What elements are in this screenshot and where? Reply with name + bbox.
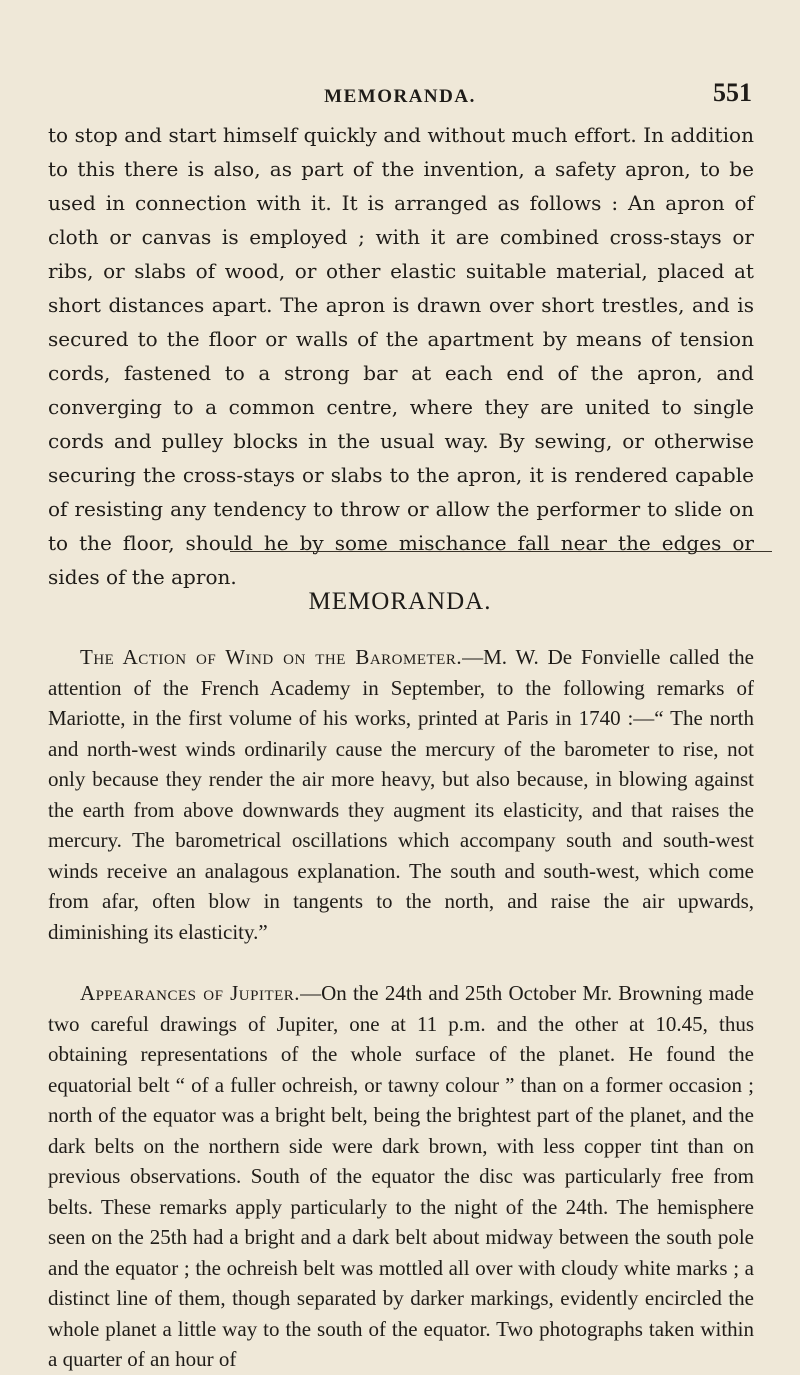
memorandum-wind-barometer (48, 642, 754, 947)
memorandum-title: Appearances of Jupiter. (80, 981, 301, 1005)
section-divider (230, 551, 772, 552)
continued-paragraph: to stop and start himself quickly and without much effort. In addition to this there is also, as part of the invention, a safety apron, to be used in connection with it. It is arranged as follows : An apron of cloth or canvas is employed ; with it are combined cross-stays or ribs, or slabs of wood, or other elastic suitable material, placed at short distances apart. The apron is drawn over short trestles, and is secured to the floor or walls of the apartment by means of tension cords, fastened to a strong bar at each end of the apron, and converging to a common centre, where they are united to single cords and pulley blocks in the usual way. By sewing, or otherwise securing the cross-stays or slabs to the apron, it is rendered capable of resisting any tendency to throw or allow the performer to slide on to the floor, should he by some mischance fall near the edges or sides of the apron. (48, 123, 754, 589)
memorandum-title: The Action of Wind on the Barometer. (80, 645, 463, 669)
section-heading: MEMORANDA. (308, 588, 492, 615)
running-title: MEMORANDA. (324, 86, 476, 107)
memorandum-jupiter (48, 978, 754, 1375)
running-head (0, 78, 800, 116)
page-number: 551 (713, 78, 752, 107)
memorandum-text: —On the 24th and 25th October Mr. Browning made two careful drawings of Jupiter, one at 11 p.m. and the other at 10.45, thus obtaining representations of the whole surface of the planet. He found the equatorial belt “ of a fuller ochreish, or tawny colour ” than on a former occasion ; north of the equator was a bright belt, being the brightest part of the planet, and the dark belts on the northern side were dark brown, with less copper tint than on previous observations. South of the equator the disc was particularly free from belts. These remarks apply particularly to the night of the 24th. The hemisphere seen on the 25th had a bright and a dark belt about midway between the south pole and the equator ; the ochreish belt was mottled all over with cloudy white marks ; a distinct line of them, though separated by darker markings, evidently encircled the whole planet a little way to the south of the equator. Two photographs taken within a quarter of an hour of (48, 981, 754, 1371)
memorandum-text: —M. W. De Fonvielle called the attention of the French Academy in September, to the following remarks of Mariotte, in the first volume of his works, printed at Paris in 1740 :—“ The north and north-west winds ordinarily cause the mercury of the barometer to rise, not only because they render the air more heavy, but also because, in blowing against the earth from above downwards they augment its elasticity, and that raises the mercury. The barometrical oscillations which accompany south and south-west winds receive an analagous explanation. The south and south-west, which come from afar, often blow in tangents to the north, and raise the air upwards, diminishing its elasticity.” (48, 645, 754, 944)
